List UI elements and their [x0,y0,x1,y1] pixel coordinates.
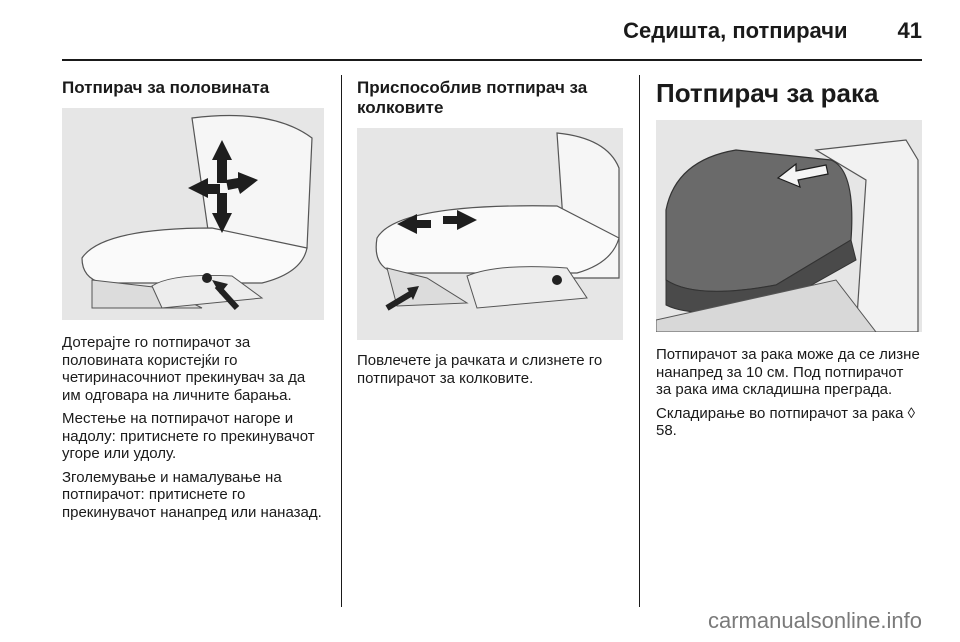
body-paragraph: Местење на потпирачот нагоре и надолу: притиснете го прекинувачот угоре или удолу. [62,410,315,462]
body-paragraph: Складирање во потпирачот за рака ◊ 58. [656,404,916,439]
body-paragraph: Потпирачот за рака може да се лизне нанапред за 10 см. Под потпирачот за рака има складишна преграда. [656,346,920,398]
section-heading: Потпирач за рака [656,78,879,108]
armrest-illustration [656,120,922,332]
page-header [623,18,922,44]
column-thigh-support [357,78,623,393]
column-armrest [656,78,922,446]
header-divider [62,59,922,61]
section-heading: Приспособлив потпирач за колковите [357,78,588,117]
lumbar-support-illustration [62,108,324,320]
column-divider [639,75,640,607]
column-lumbar-support [62,78,324,527]
header-title: Седишта, потпирачи [623,18,848,43]
column-divider [341,75,342,607]
body-paragraph: Дотерајте го потпирачот за половината користејќи го четиринасочниот прекинувач за да им одговара на личните барања. [62,334,306,404]
body-paragraph: Зголемување и намалување на потпирачот: притиснете го прекинувачот нанапред или наназад. [62,468,322,521]
watermark: carmanualsonline.info [707,608,922,633]
body-paragraph: Повлечете ја рачката и слизнете го потпирачот за колковите. [357,352,603,387]
section-heading: Потпирач за половината [62,78,270,97]
page-number: 41 [897,18,922,43]
thigh-support-illustration [357,128,623,340]
